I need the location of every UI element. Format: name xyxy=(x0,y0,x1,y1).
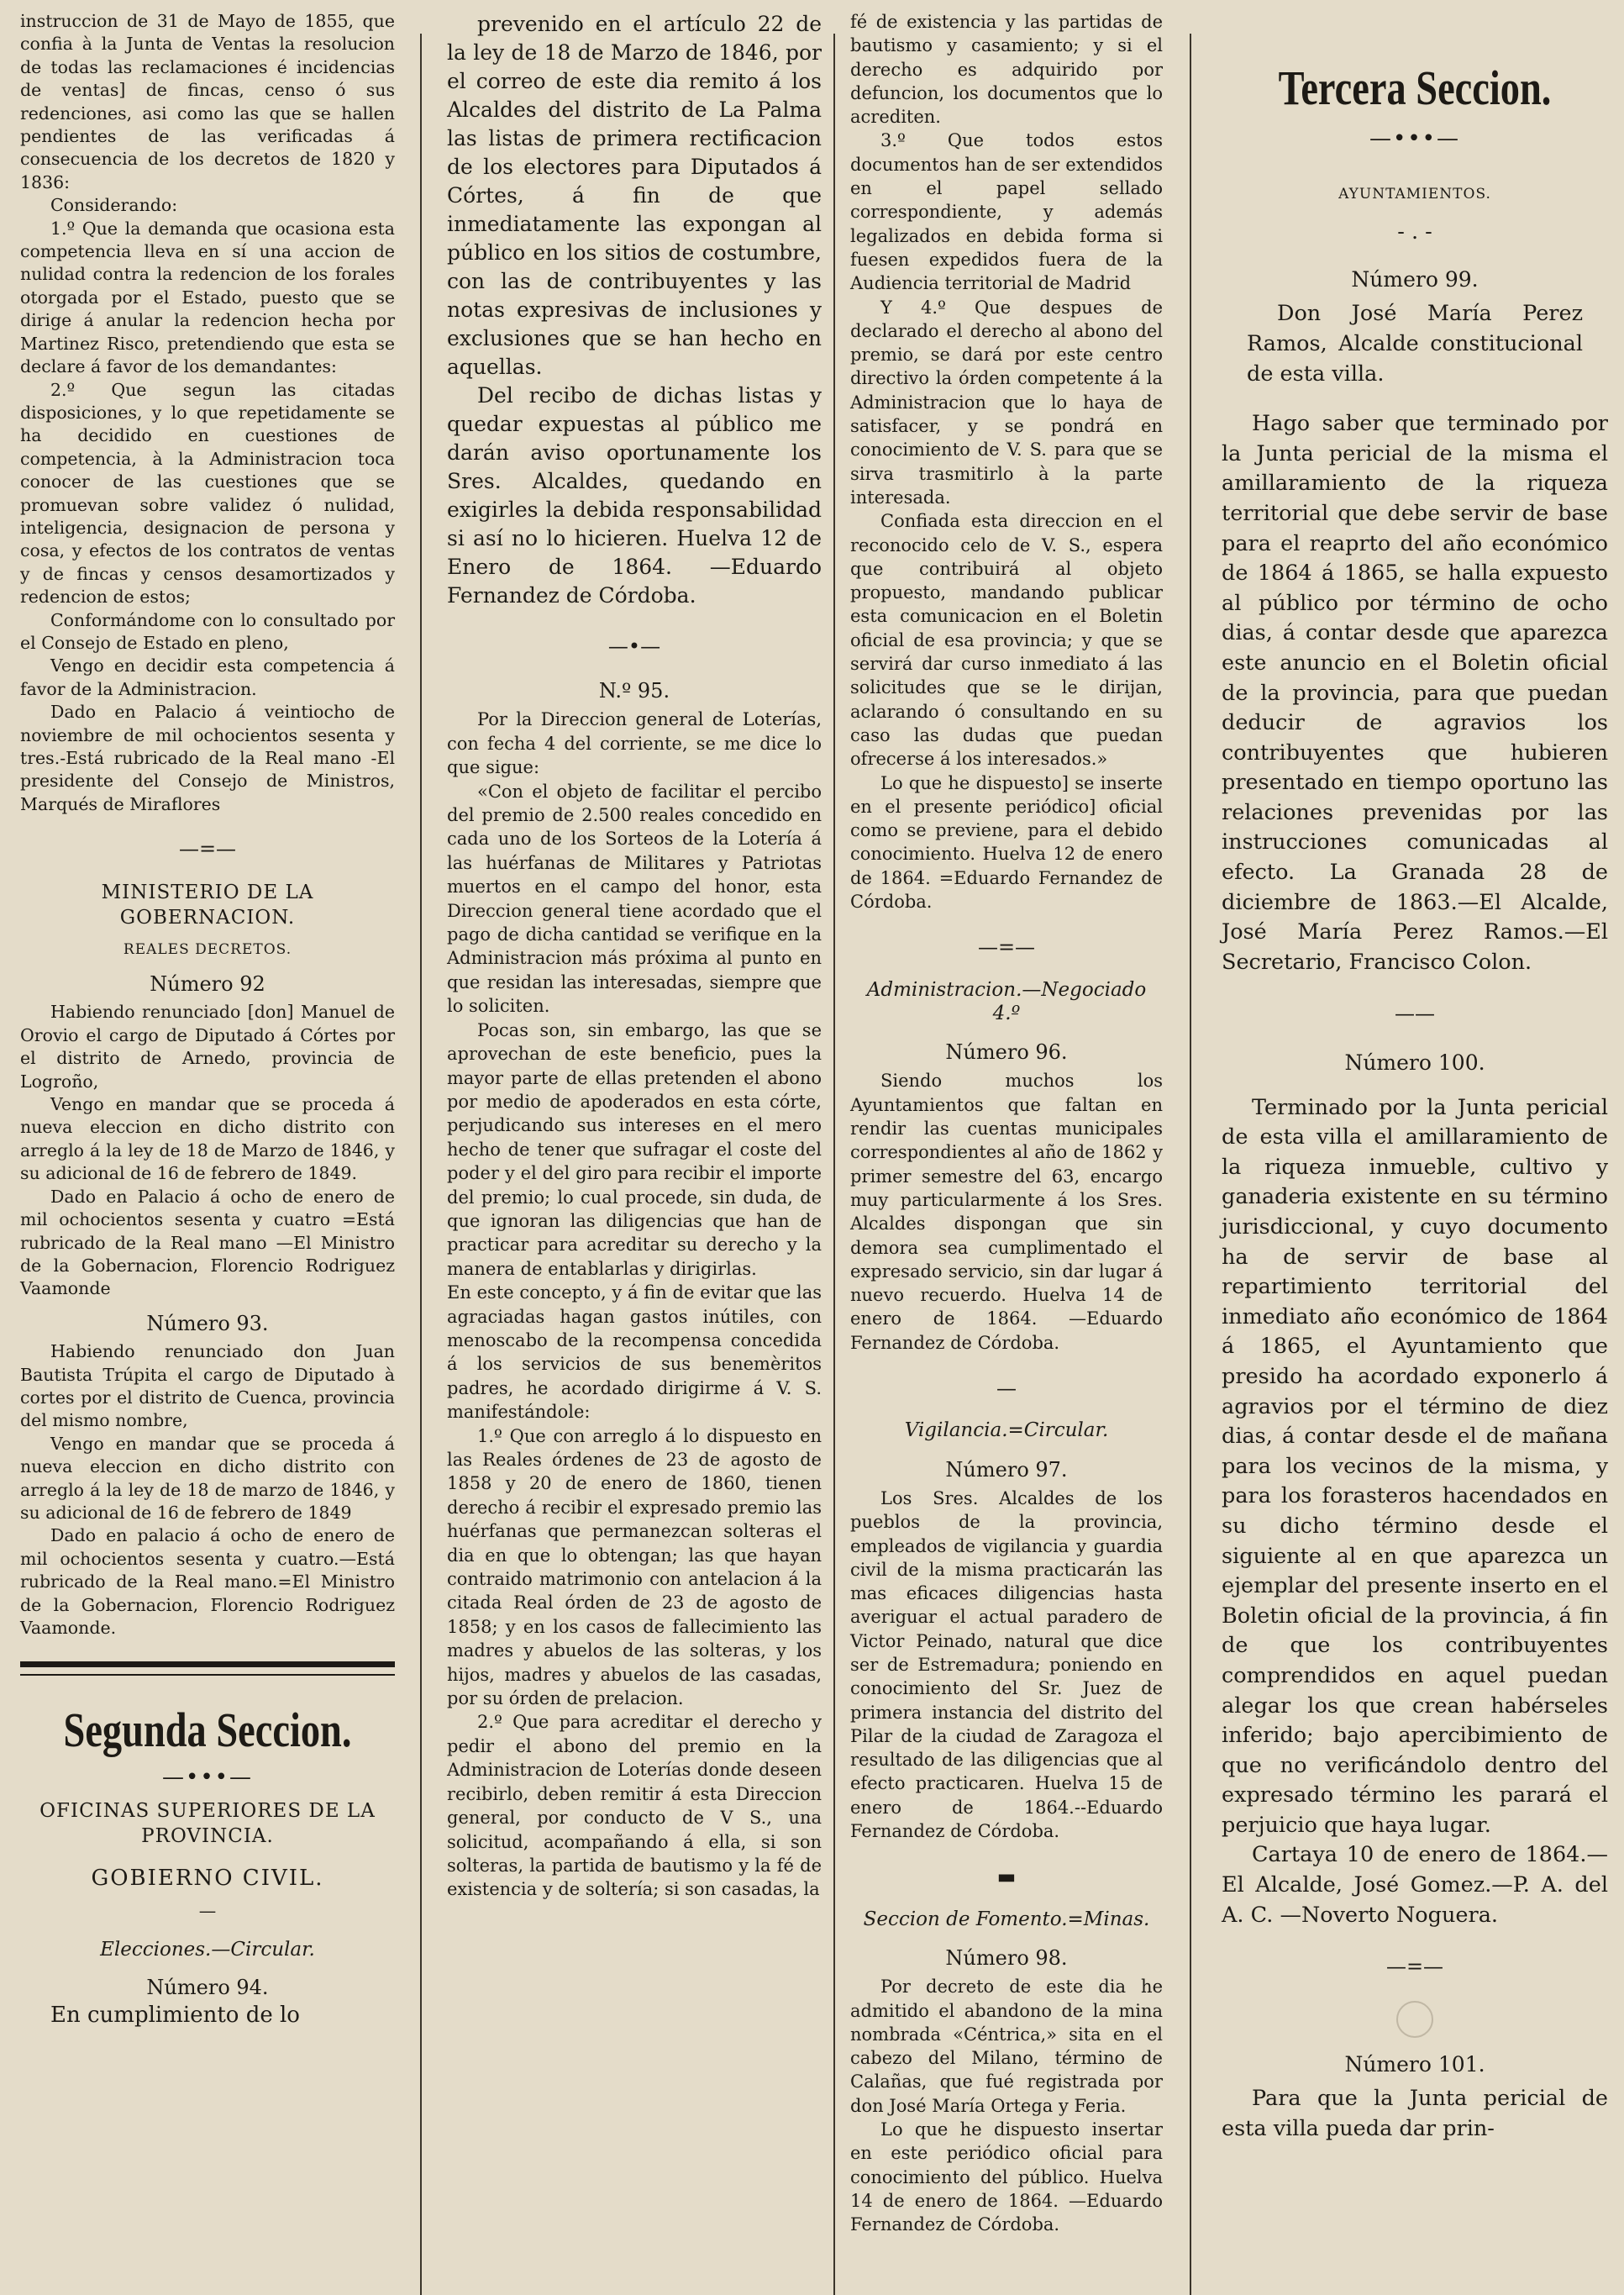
paragraph: Siendo muchos los Ayuntamientos que faltan en rendir las cuentas municipales correspondientes al año de 1862 y primer semestre del 63, encargo muy particularmente á los Sres. Alcaldes dispongan que sin demora sea cumplimentado el expresado servicio, sin dar lugar á nuevo recuerdo. Huelva 14 de enero de 1864. —Eduardo Fernandez de Córdoba. xyxy=(850,1071,1163,1353)
paragraph: Por la Direccion general de Loterías, con fecha 4 del corriente, se me dice lo que sigue: xyxy=(447,709,822,778)
paragraph: Confiada esta direccion en el reconocido celo de V. S., espera que contribuirá al objeto propuesto, mandando publicar esta comunicacion en el Boletin oficial de esa provincia; y que se servirá dar curso inmediato á las solicitudes que se le dirijan, aclarando ó consultando en su caso las dudas que puedan ofrecerse á los interesados.» xyxy=(850,511,1163,770)
separator: —— xyxy=(1395,1002,1435,1026)
paragraph: En cumplimiento de lo xyxy=(50,2003,300,2029)
section-heading: MINISTERIO DE LA GOBERNACION. xyxy=(101,881,314,929)
column-3 xyxy=(838,0,1175,2295)
paragraph: Pocas son, sin embargo, las que se aprovechan de este beneficio, pues la mayor parte de ellas pretenden el abono por medio de apoderados en esta córte, perjudicando sus intereses en el mero hecho de tener que sufragar el coste del poder y el del giro para recibir el importe del premio; lo cual procede, sin duda, de que ignoran las diligencias que han de practicar para acreditar su derecho y la manera de entablarlas y dirigirlas. xyxy=(447,1019,822,1279)
subheading: REALES DECRETOS. xyxy=(123,940,292,958)
paragraph: Conformándome con lo consultado por el Consejo de Estado en pleno, xyxy=(20,609,395,653)
dash: — xyxy=(198,1901,217,1922)
paragraph: 2.º Que segun las citadas disposiciones, y lo que repetidamente se ha decidido en cuestiones de competencia, à la Administracion toca conocer de las cuestiones que se promuevan sobre validez ó nulidad, inteligencia, designacion de persona y cosa, y efectos de los contratos de ventas y de fincas y censos desamortizados y redencion de estos; xyxy=(20,379,395,608)
heavy-rule xyxy=(20,1661,395,1667)
item-number: Número 97. xyxy=(945,1457,1068,1482)
item-number: Número 101. xyxy=(1344,2051,1485,2077)
item-number: Número 99. xyxy=(1351,266,1479,292)
column-4 xyxy=(1210,0,1620,2295)
paragraph: Lo que he dispuesto insertar en este periódico oficial para conocimiento del público. Huelva 14 de enero de 1864. —Eduardo Fernandez de Córdoba. xyxy=(850,2119,1163,2235)
paragraph: prevenido en el artículo 22 de la ley de 18 de Marzo de 1846, por el correo de este dia remito á los Alcaldes del distrito de La Palma las listas de primera rectificacion de los electores para Diputados á Córtes, á fin de que inmediatamente las expongan al público en los sitios de costumbre, con las de contribuyentes y las notas expresivas de inclusiones y exclusiones que se han hecho en aquellas. xyxy=(447,12,822,379)
paragraph: Hago saber que terminado por la Junta pericial de la misma el amillaramiento de la riqueza territorial que debe servir de base para el reaprto del año económico de 1864 á 1865, se halla expuesto al público por término de ocho dias, á contar desde que aparezca este anuncio en el Boletin oficial de la provincia, para que puedan deducir de agravios los contribuyentes que hubieren presentado en tiempo oportuno las relaciones prevenidas por las instrucciones comunicadas al efecto. La Granada 28 de diciembre de 1863.—El Alcalde, José María Perez Ramos.—El Secretario, Francisco Colon. xyxy=(1222,411,1608,975)
separator: —•— xyxy=(607,634,661,658)
item-number: Número 96. xyxy=(945,1040,1068,1065)
separator: —=— xyxy=(1385,1955,1444,1979)
rubric: Vigilancia.=Circular. xyxy=(904,1419,1109,1442)
paragraph: 1.º Que con arreglo á lo dispuesto en las Reales órdenes de 23 de agosto de 1858 y 20 de enero de 1860, tienen derecho á recibir el expresado premio las huérfanas que permanezcan solteras el dia en que lo obtengan; las que hayan contraido matrimonio con antelacion á la citada Real órden de 23 de agosto de 1858; y en los casos de fallecimiento las madres y abuelos de las solteras, y los hijos, madres y abuelos de las casadas, por su órden de prelacion. xyxy=(447,1425,822,1709)
paragraph: fé de existencia y las partidas de bautismo y casamiento; y si el derecho es adquirido por defuncion, los documentos que lo acrediten. xyxy=(850,12,1163,128)
ornament: —•••— xyxy=(1369,126,1460,151)
paragraph: Dado en Palacio á veintiocho de noviembre de mil ochocientos sesenta y tres.-Está rubricado de la Real mano -El presidente del Consejo de Ministros, Marqués de Miraflores xyxy=(20,702,395,814)
paragraph: Don José María Perez Ramos, Alcalde constitucional de esta villa. xyxy=(1247,301,1583,387)
item-number: Número 93. xyxy=(146,1311,269,1335)
separator: — xyxy=(996,1376,1017,1401)
lottery-notice xyxy=(447,679,822,1902)
thin-rule xyxy=(20,1674,395,1676)
paragraph: instruccion de 31 de Mayo de 1855, que confia à la Junta de Ventas la resolucion de todas las reclamaciones é incidencias de ventas] de fincas, censo ó sus redenciones, asi como las que se hallen pendientes de las verificadas á consecuencia de los decretos de 1820 y 1836: xyxy=(20,11,395,192)
paragraph: «Con el objeto de facilitar el percibo del premio de 2.500 reales concedido en cada uno de los Sorteos de la Lotería á las huérfanas de Militares y Patriotas muertos en el campo del honor, esta Direccion general tiene acordado que el pago de dicha cantidad se verifique en la Administracion más próxima al punto en que residan las interesadas, siempre que lo soliciten. xyxy=(447,781,822,1017)
paragraph: Cartaya 10 de enero de 1864.—El Alcalde, José Gomez.—P. A. del A. C. —Noverto Noguera. xyxy=(1222,1842,1608,1928)
paragraph: Para que la Junta pericial de esta villa pueda dar prin- xyxy=(1222,2086,1608,2142)
section-title: Tercera Seccion. xyxy=(1278,61,1552,115)
rubric: Seccion de Fomento.=Minas. xyxy=(863,1908,1150,1930)
paragraph: Habiendo renunciado [don] Manuel de Orovio el cargo de Diputado á Córtes por el distrito de Arnedo, provincia de Logroño, xyxy=(20,1002,395,1092)
subheading: AYUNTAMIENTOS. xyxy=(1338,185,1491,203)
paragraph: Del recibo de dichas listas y quedar expuestas al público me darán aviso oportunamente los Sres. Alcaldes, quedando en exigirles la debida responsabilidad si así no lo hicieren. Huelva 12 de Enero de 1864. —Eduardo Fernandez de Córdoba. xyxy=(447,383,822,608)
item-number: Número 92 xyxy=(150,972,265,997)
dash: - . - xyxy=(1397,219,1432,245)
paragraph: Dado en palacio á ocho de enero de mil ochocientos sesenta y cuatro.—Está rubricado de la Real mano.=El Ministro de la Gobernacion, Florencio Rodriguez Vaamonde. xyxy=(20,1525,395,1638)
paragraph: Vengo en mandar que se proceda á nueva eleccion en dicho distrito con arreglo á la ley de 18 de marzo de 1846, y su adicional de 16 de febrero de 1849 xyxy=(20,1433,395,1523)
paragraph: Lo que he dispuesto] se inserte en el presente periódico] oficial como se previene, para el debido conocimiento. Huelva 12 de enero de 1864. =Eduardo Fernandez de Córdoba. xyxy=(850,772,1163,912)
paragraph: Vengo en mandar que se proceda á nueva eleccion en dicho distrito con arreglo á la ley de 18 de Marzo de 1846, y su adicional de 16 de febrero de 1849. xyxy=(20,1094,395,1184)
watermark-seal xyxy=(1396,2001,1433,2038)
paragraph: Por decreto de este dia he admitido el abandono de la mina nombrada «Céntrica,» sita en el cabezo del Milano, término de Calañas, que fué registrada por don José María Ortega y Feria. xyxy=(850,1977,1163,2116)
paragraph: Considerando: xyxy=(50,195,178,216)
column-rule xyxy=(833,34,835,2295)
separator: ▬ xyxy=(996,1865,1017,1889)
column-rule xyxy=(420,34,422,2295)
paragraph: Vengo en decidir esta competencia á favor de la Administracion. xyxy=(20,655,395,699)
paragraph: Terminado por la Junta pericial de esta villa el amillaramiento de la riqueza inmueble, cultivo y ganaderia existente en su término jurisdiccional, y cuyo documento ha de servir de base al repartimiento territorial del inmediato año económico de 1864 á 1865, el Ayuntamiento que presido ha acordado exponerlo á agravios por el término de diez dias, á contar desde el de mañana para los vecinos de la misma, y para los forasteros hacendados en su dicho término desde el siguiente al en que aparezca un ejemplar del presente inserto en el Boletin oficial de la provincia, á fin de que los contribuyentes comprendidos en aquel puedan alegar los que crean habérseles inferido; bajo apercibimiento de que no verificándolo dentro del expresado término les parará el perjuicio que haya lugar. xyxy=(1222,1094,1608,1838)
paragraph: 3.º Que todos estos documentos han de ser extendidos en el papel sellado correspondiente, y además legalizados en debida forma si fuesen expedidos fuera de la Audiencia territorial de Madrid xyxy=(850,130,1163,294)
paragraph: Y 4.º Que despues de declarado el derecho al abono del premio, se dará por este centro directivo la órden competente á la Administracion que lo haya de satisfacer, y se pondrá en conocimiento de V. S. para que se sirva trasmitirlo à la parte interesada. xyxy=(850,297,1163,508)
paragraph: 2.º Que para acreditar el derecho y pedir el abono del premio en la Administracion de Loterías donde deseen recibirlo, deben remitir á esta Direccion general, por conducto de V S., una solicitud, acompañando á ella, si son solteras, la partida de bautismo y la fé de existencia y de soltería; si son casadas, la xyxy=(447,1712,822,1900)
rubric: Elecciones.—Circular. xyxy=(100,1938,315,1961)
item-number: N.º 95. xyxy=(598,679,670,703)
column-1 xyxy=(8,0,407,2295)
rubric: Administracion.—Negociado 4.º xyxy=(866,978,1147,1024)
separator: —=— xyxy=(178,837,237,861)
section-heading: OFICINAS SUPERIORES DE LA PROVINCIA. xyxy=(39,1799,376,1847)
paragraph: Habiendo renunciado don Juan Bautista Trúpita el cargo de Diputado à cortes por el distrito de Cuenca, provincia del mismo nombre, xyxy=(20,1341,395,1431)
paragraph: Dado en Palacio á ocho de enero de mil ochocientos sesenta y cuatro =Está rubricado de la Real mano —El Ministro de la Gobernacion, Florencio Rodriguez Vaamonde xyxy=(20,1186,395,1299)
paragraph: Los Sres. Alcaldes de los pueblos de la provincia, empleados de vigilancia y guardia civil de la misma practicarán las mas eficaces diligencias hasta averiguar el actual paradero de Victor Peinado, natural que dice ser de Estremadura; poniendo en conocimiento del Sr. Juez de primera instancia del distrito del Pilar de la ciudad de Zaragoza el resultado de las diligencias que al efecto practicaren. Huelva 15 de enero de 1864.--Eduardo Fernandez de Córdoba. xyxy=(850,1487,1163,1842)
item-number: Número 100. xyxy=(1344,1050,1485,1076)
paragraph: En este concepto, y á fin de evitar que las agraciadas hagan gastos inútiles, con menoscabo de la recompensa concedida á los servicios de sus benemèritos padres, he acordado dirigirme á V. S. manifestándole: xyxy=(447,1282,822,1423)
column-2 xyxy=(435,0,833,2295)
section-title: Segunda Seccion. xyxy=(63,1703,352,1758)
separator: —=— xyxy=(977,935,1036,960)
item-number: Número 98. xyxy=(945,1945,1068,1970)
subheading: GOBIERNO CIVIL. xyxy=(91,1865,324,1891)
column-rule xyxy=(1190,34,1191,2295)
item-number: Número 94. xyxy=(146,1976,269,2000)
ornament: —•••— xyxy=(161,1765,253,1791)
paragraph: 1.º Que la demanda que ocasiona esta competencia lleva en sí una accion de nulidad contra la redencion de los forales otorgada por el Estado, puesto que se dirige á anular la redencion hecha por Martinez Risco, pretendiendo que esta se declare á favor de los demandantes: xyxy=(20,218,395,377)
